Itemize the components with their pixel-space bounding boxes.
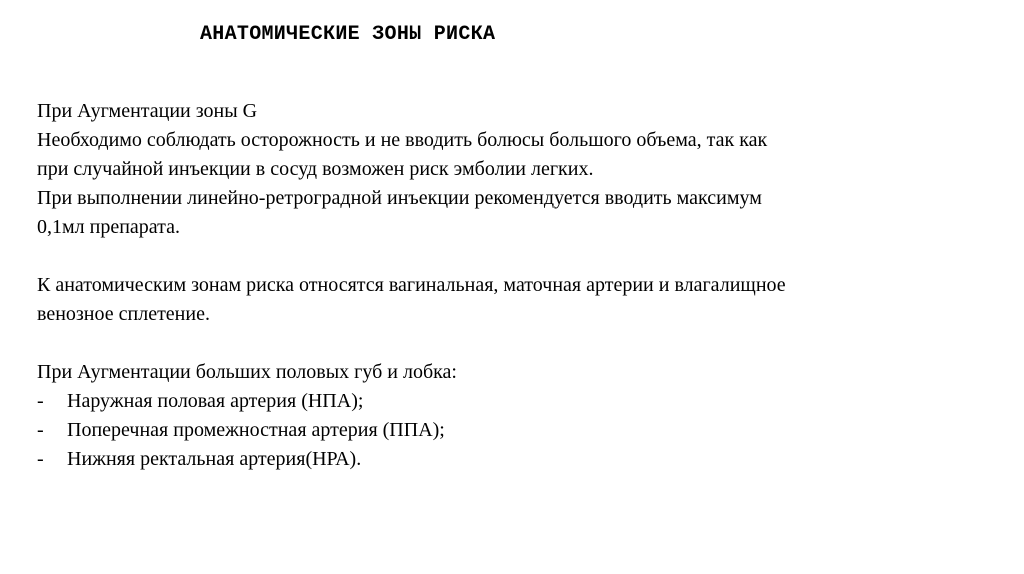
risk-zones-text-line-2: венозное сплетение. [37, 303, 210, 325]
caution-text-line-2: при случайной инъекции в сосуд возможен риск эмболии легких. [37, 158, 594, 180]
paragraph-spacer [37, 242, 997, 271]
artery-list-item [37, 387, 997, 416]
slide-body [37, 97, 997, 474]
artery-list-item-text: Наружная половая артерия (НПА); [67, 390, 364, 412]
list-marker: - [37, 419, 44, 441]
artery-list-item-text: Поперечная промежностная артерия (ППА); [67, 419, 445, 441]
zone-g-heading: При Аугментации зоны G [37, 100, 258, 122]
paragraph-spacer [37, 329, 997, 358]
list-marker: - [37, 390, 44, 412]
slide-title: АНАТОМИЧЕСКИЕ ЗОНЫ РИСКА [200, 23, 496, 46]
labia-augmentation-heading: При Аугментации больших половых губ и лобка: [37, 361, 457, 383]
caution-text-line-1: Необходимо соблюдать осторожность и не вводить болюсы большого объема, так как [37, 129, 768, 151]
risk-zones-text-line-1: К анатомическим зонам риска относятся вагинальная, маточная артерии и влагалищное [37, 274, 786, 296]
artery-list-item [37, 416, 997, 445]
list-marker: - [37, 448, 44, 470]
injection-text-line-2: 0,1мл препарата. [37, 216, 181, 238]
injection-text-line-1: При выполнении линейно-ретроградной инъекции рекомендуется вводить максимум [37, 187, 762, 209]
artery-list-item-text: Нижняя ректальная артерия(НРА). [67, 448, 362, 470]
artery-list-item [37, 445, 997, 474]
